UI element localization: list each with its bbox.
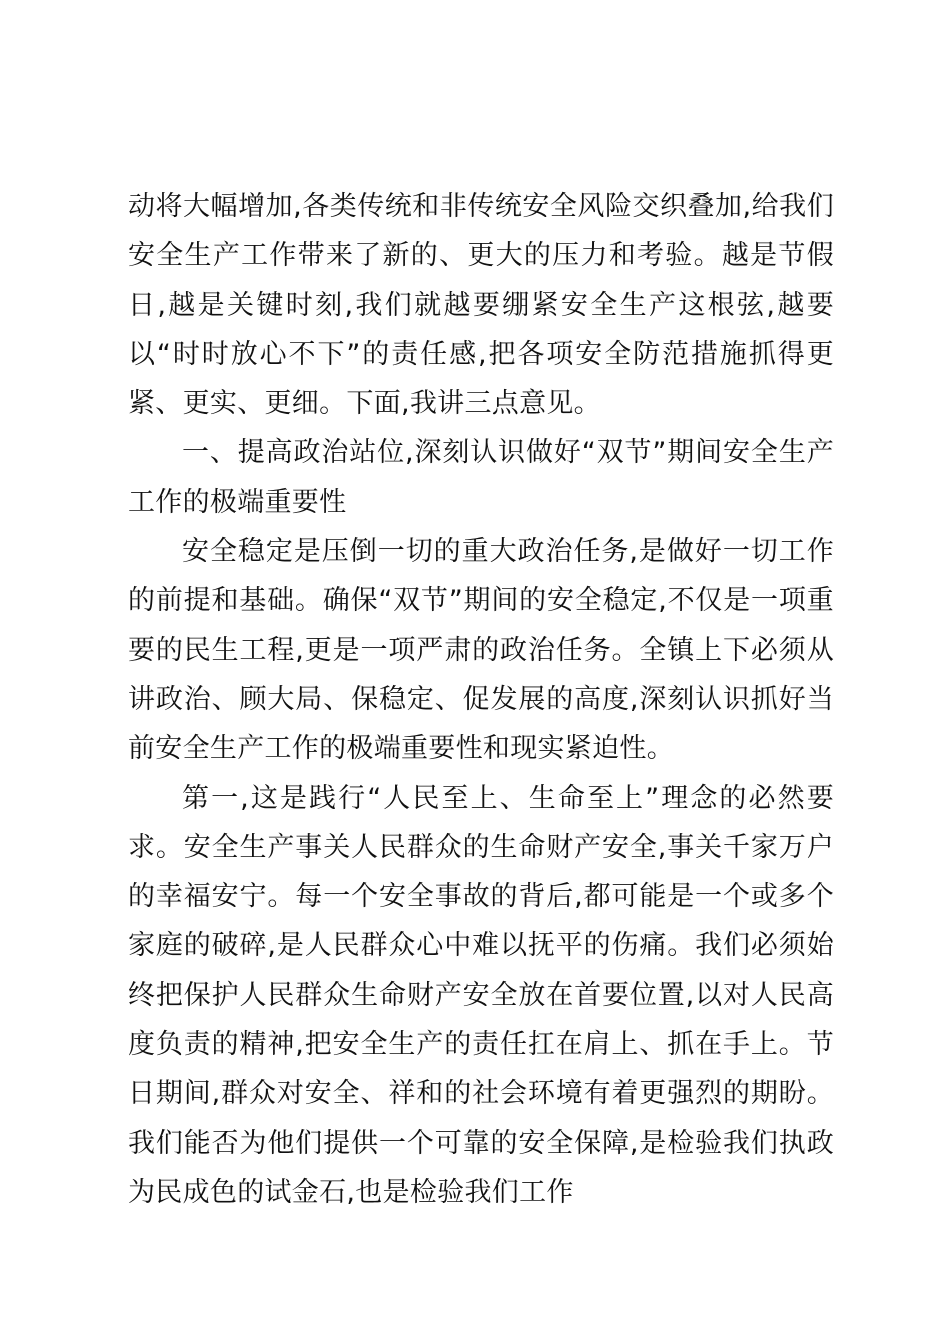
document-body: [128, 182, 834, 1217]
section-heading-1: 一、提高政治站位,深刻认识做好“双节”期间安全生产工作的极端重要性: [128, 437, 834, 518]
paragraph-continuation: 动将大幅增加,各类传统和非传统安全风险交织叠加,给我们安全生产工作带来了新的、更大的压力和考验。越是节假日,越是关键时刻,我们就越要绷紧安全生产这根弦,越要以“时时放心不下”的责任感,把各项安全防范措施抓得更紧、更实、更细。下面,我讲三点意见。: [128, 191, 834, 420]
paragraph-safety-stability: 安全稳定是压倒一切的重大政治任务,是做好一切工作的前提和基础。确保“双节”期间的安全稳定,不仅是一项重要的民生工程,更是一项严肃的政治任务。全镇上下必须从讲政治、顾大局、保稳定、促发展的高度,深刻认识抓好当前安全生产工作的极端重要性和现实紧迫性。: [128, 536, 834, 765]
paragraph-first-point: 第一,这是践行“人民至上、生命至上”理念的必然要求。安全生产事关人民群众的生命财产安全,事关千家万户的幸福安宁。每一个安全事故的背后,都可能是一个或多个家庭的破碎,是人民群众心中难以抚平的伤痛。我们必须始终把保护人民群众生命财产安全放在首要位置,以对人民高度负责的精神,把安全生产的责任扛在肩上、抓在手上。节日期间,群众对安全、祥和的社会环境有着更强烈的期盼。我们能否为他们提供一个可靠的安全保障,是检验我们执政为民成色的试金石,也是检验我们工作: [128, 782, 834, 1208]
